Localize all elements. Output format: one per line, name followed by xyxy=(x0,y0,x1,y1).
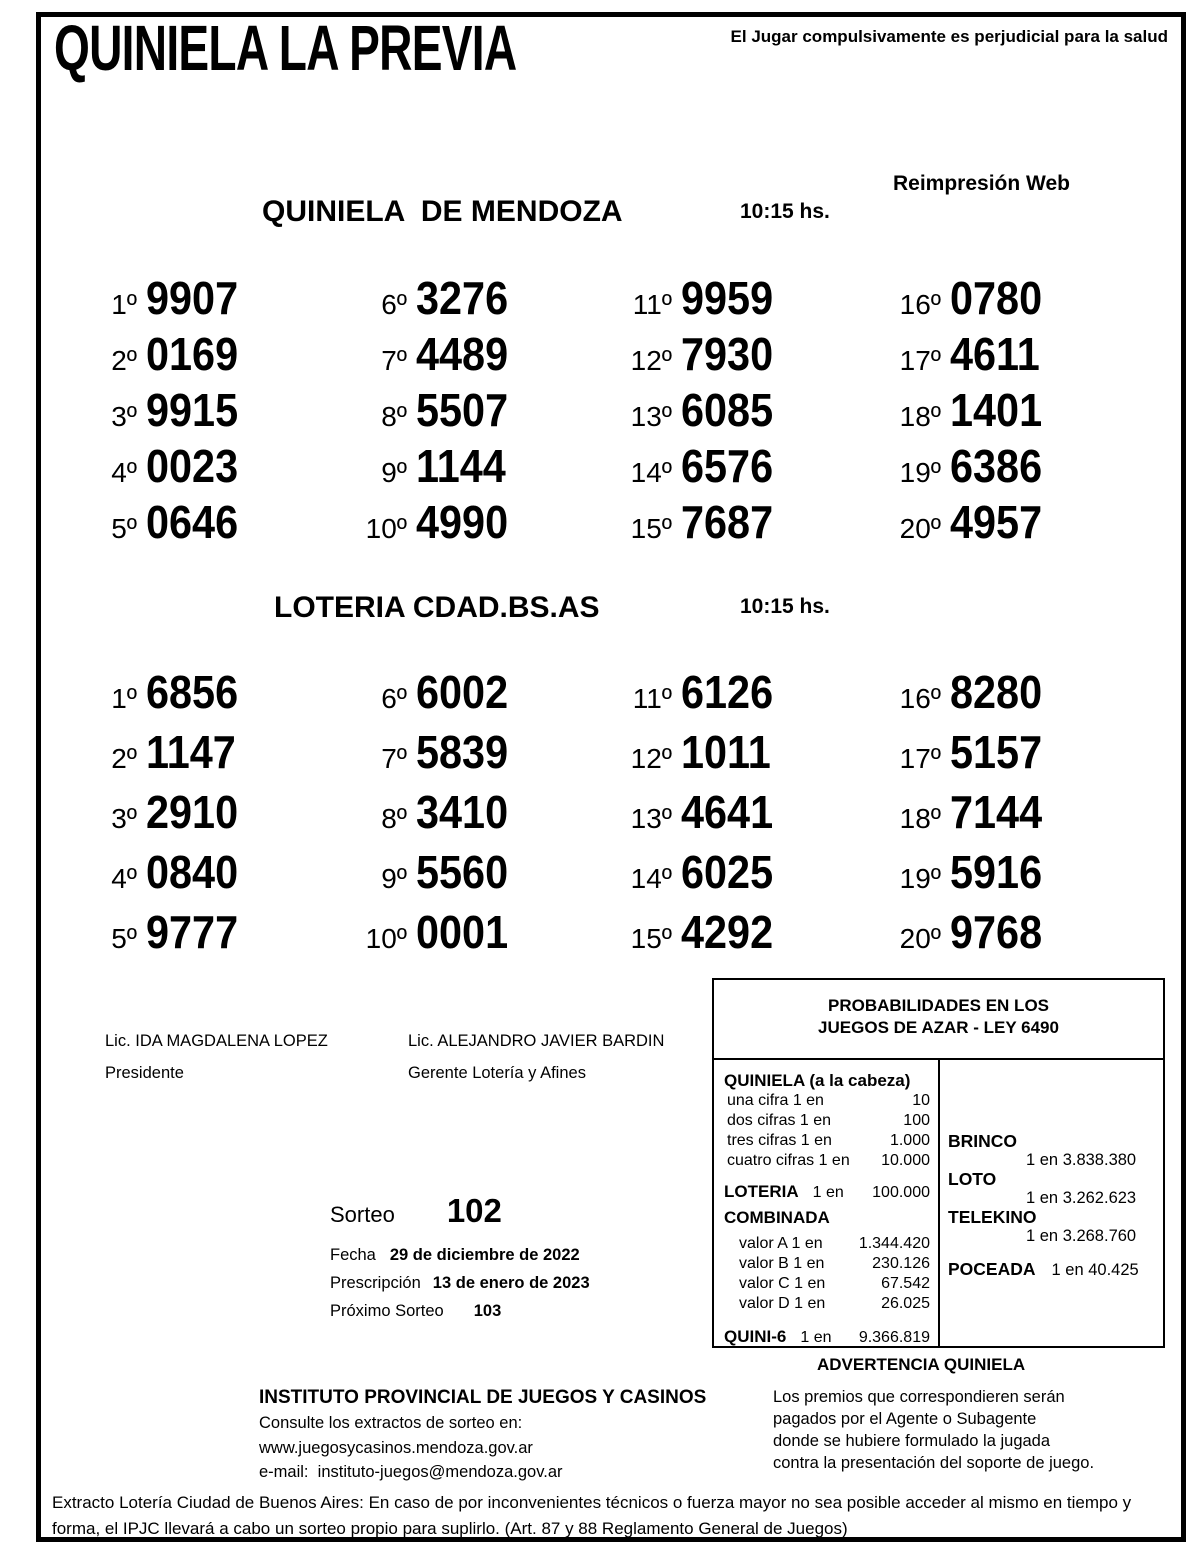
result-number: 5916 xyxy=(950,846,1043,898)
result-position: 17º xyxy=(899,743,941,774)
result-position: 17º xyxy=(899,345,941,376)
result-number: 0001 xyxy=(416,906,509,958)
official-role: Presidente xyxy=(105,1064,184,1082)
combinada-odds-rows xyxy=(724,1234,930,1314)
institute-block xyxy=(259,1385,706,1485)
result-row xyxy=(863,781,1200,841)
draw-number-label: Sorteo xyxy=(330,1202,395,1227)
game-name: TELEKINO xyxy=(948,1207,1037,1227)
probability-label: valor A 1 en xyxy=(739,1235,823,1252)
result-position: 8º xyxy=(381,803,407,834)
footer-note xyxy=(52,1490,1160,1542)
result-number: 9777 xyxy=(146,906,239,958)
draw-date-value: 29 de diciembre de 2022 xyxy=(389,1246,580,1264)
result-row xyxy=(863,493,1200,549)
probability-value: 230.126 xyxy=(872,1255,930,1272)
quini6-odds-row xyxy=(724,1326,930,1348)
result-number: 4641 xyxy=(681,786,774,838)
result-position: 14º xyxy=(630,863,672,894)
probabilities-title-line1: PROBABILIDADES EN LOS xyxy=(827,996,1050,1015)
probability-row xyxy=(724,1234,930,1254)
result-position: 7º xyxy=(381,345,407,376)
probabilities-left-column xyxy=(714,1060,940,1346)
draw-number-value: 102 xyxy=(446,1192,502,1229)
result-position: 9º xyxy=(381,863,407,894)
probability-label: cuatro cifras 1 en xyxy=(727,1152,850,1169)
result-position: 16º xyxy=(899,289,941,320)
footer-line2: forma, el IPJC llevará a cabo un sorteo propio para suplirlo. (Art. 87 y 88 Reglamento General de Juegos) xyxy=(52,1519,848,1538)
institute-title: INSTITUTO PROVINCIAL DE JUEGOS Y CASINOS xyxy=(259,1387,707,1408)
odds-value: 1 en 40.425 xyxy=(1051,1261,1139,1279)
result-position: 4º xyxy=(111,863,137,894)
results-column xyxy=(863,269,1200,549)
probability-label: valor C 1 en xyxy=(739,1275,826,1292)
quiniela-odds-header: QUINIELA (a la cabeza) xyxy=(724,1071,911,1090)
game-name: QUINI-6 xyxy=(724,1327,787,1346)
game-name: POCEADA xyxy=(948,1259,1036,1279)
probability-label: una cifra 1 en xyxy=(727,1092,824,1109)
odds-value: 1 en 3.262.623 xyxy=(1026,1189,1137,1207)
game-name: LOTO xyxy=(948,1169,997,1189)
result-position: 13º xyxy=(630,803,672,834)
odds-prefix: 1 en xyxy=(800,1329,832,1346)
result-number: 9959 xyxy=(681,272,774,324)
draw-time-mendoza: 10:15 hs. xyxy=(740,200,830,223)
result-position: 8º xyxy=(381,401,407,432)
result-position: 1º xyxy=(111,683,137,714)
result-position: 5º xyxy=(111,513,137,544)
probability-value: 67.542 xyxy=(881,1275,930,1292)
warning-line: pagados por el Agente o Subagente xyxy=(773,1410,1037,1428)
next-draw-value: 103 xyxy=(473,1302,502,1320)
result-number: 9915 xyxy=(146,384,239,436)
game-odds-block xyxy=(948,1170,1153,1208)
result-position: 15º xyxy=(630,513,672,544)
probability-label: tres cifras 1 en xyxy=(727,1132,832,1149)
result-number: 7144 xyxy=(950,786,1043,838)
warning-block xyxy=(770,1355,1186,1474)
probabilities-right-column xyxy=(940,1060,1163,1346)
draw-info-block xyxy=(330,1192,590,1322)
game-odds-block xyxy=(948,1260,1153,1280)
result-position: 3º xyxy=(111,803,137,834)
result-row xyxy=(863,381,1200,437)
result-position: 2º xyxy=(111,345,137,376)
result-position: 11º xyxy=(632,683,672,714)
result-number: 2910 xyxy=(146,786,239,838)
official-name: Lic. IDA MAGDALENA LOPEZ xyxy=(105,1032,328,1050)
warning-line: contra la presentación del soporte de juego. xyxy=(773,1454,1095,1472)
prescription-label: Prescripción xyxy=(330,1274,421,1292)
probability-label: dos cifras 1 en xyxy=(727,1112,832,1129)
institute-email: e-mail: instituto-juegos@mendoza.gov.ar xyxy=(259,1463,563,1481)
result-number: 5507 xyxy=(416,384,509,436)
probability-row xyxy=(724,1131,930,1151)
official-president xyxy=(105,1032,328,1083)
result-number: 4957 xyxy=(950,496,1043,548)
page-title: QUINIELA LA PREVIA xyxy=(54,12,517,84)
result-number: 3276 xyxy=(416,272,509,324)
official-manager xyxy=(408,1032,664,1083)
result-position: 5º xyxy=(111,923,137,954)
result-position: 15º xyxy=(630,923,672,954)
result-position: 9º xyxy=(381,457,407,488)
game-name: LOTERIA xyxy=(724,1182,799,1201)
result-number: 6856 xyxy=(146,666,239,718)
result-number: 1147 xyxy=(146,726,236,778)
result-position: 12º xyxy=(630,743,672,774)
odds-value: 100.000 xyxy=(872,1184,930,1201)
result-position: 18º xyxy=(899,401,941,432)
probability-value: 1.344.420 xyxy=(858,1235,930,1252)
result-number: 1011 xyxy=(681,726,771,778)
result-number: 1144 xyxy=(416,440,506,492)
warning-title: ADVERTENCIA QUINIELA xyxy=(817,1355,1026,1374)
result-position: 16º xyxy=(899,683,941,714)
result-position: 13º xyxy=(630,401,672,432)
odds-prefix: 1 en xyxy=(812,1184,844,1201)
result-number: 3410 xyxy=(416,786,509,838)
result-number: 4292 xyxy=(681,906,774,958)
results-grid-mendoza xyxy=(59,269,1169,569)
reprint-web-label: Reimpresión Web xyxy=(893,172,1070,195)
probabilities-title xyxy=(714,980,1163,1060)
game-odds-block xyxy=(948,1132,1153,1170)
result-position: 10º xyxy=(365,513,407,544)
result-position: 18º xyxy=(899,803,941,834)
probability-row xyxy=(724,1294,930,1314)
results-column xyxy=(863,661,1200,961)
result-number: 6025 xyxy=(681,846,774,898)
quiniela-odds-rows xyxy=(724,1091,930,1171)
odds-value: 9.366.819 xyxy=(858,1329,930,1346)
result-number: 5157 xyxy=(950,726,1043,778)
probability-label: valor D 1 en xyxy=(739,1295,826,1312)
result-number: 7687 xyxy=(681,496,774,548)
result-position: 20º xyxy=(899,513,941,544)
result-row xyxy=(863,721,1200,781)
probability-label: valor B 1 en xyxy=(739,1255,825,1272)
health-warning: El Jugar compulsivamente es perjudicial para la salud xyxy=(730,27,1168,46)
result-number: 6576 xyxy=(681,440,774,492)
warning-line: Los premios que correspondieren serán xyxy=(773,1388,1065,1406)
result-position: 1º xyxy=(111,289,137,320)
draw-time-bsas: 10:15 hs. xyxy=(740,595,830,618)
result-position: 6º xyxy=(381,683,407,714)
combinada-header: COMBINADA xyxy=(724,1208,830,1227)
game-name: BRINCO xyxy=(948,1131,1018,1151)
result-number: 6002 xyxy=(416,666,509,718)
probability-row xyxy=(724,1151,930,1171)
result-row xyxy=(863,325,1200,381)
draw-title-mendoza: QUINIELA DE MENDOZA xyxy=(262,195,623,228)
probability-row xyxy=(724,1091,930,1111)
probability-row xyxy=(724,1254,930,1274)
loteria-odds-row xyxy=(724,1181,930,1203)
institute-consult-line: Consulte los extractos de sorteo en: xyxy=(259,1414,523,1432)
result-position: 7º xyxy=(381,743,407,774)
probability-value: 100 xyxy=(903,1112,930,1129)
result-position: 4º xyxy=(111,457,137,488)
result-position: 6º xyxy=(381,289,407,320)
draw-title-bsas: LOTERIA CDAD.BS.AS xyxy=(274,591,600,624)
result-position: 19º xyxy=(899,863,941,894)
result-row xyxy=(863,269,1200,325)
result-number: 6126 xyxy=(681,666,774,718)
result-number: 6085 xyxy=(681,384,774,436)
result-number: 0840 xyxy=(146,846,239,898)
result-number: 1401 xyxy=(950,384,1043,436)
next-draw-label: Próximo Sorteo xyxy=(330,1302,444,1320)
odds-value: 1 en 3.268.760 xyxy=(1026,1227,1137,1245)
probability-value: 10 xyxy=(912,1092,930,1109)
draw-date-label: Fecha xyxy=(330,1246,376,1264)
game-odds-block xyxy=(948,1208,1153,1246)
results-grid-bsas xyxy=(59,661,1169,961)
probability-row xyxy=(724,1274,930,1294)
result-number: 7930 xyxy=(681,328,774,380)
probabilities-box xyxy=(712,978,1165,1348)
probability-value: 1.000 xyxy=(889,1132,930,1149)
official-role: Gerente Lotería y Afines xyxy=(408,1064,586,1082)
prescription-line xyxy=(330,1272,590,1294)
result-position: 2º xyxy=(111,743,137,774)
result-number: 9768 xyxy=(950,906,1043,958)
result-number: 4611 xyxy=(950,328,1040,380)
result-number: 5560 xyxy=(416,846,509,898)
result-number: 4990 xyxy=(416,496,509,548)
probability-value: 26.025 xyxy=(881,1295,930,1312)
result-row xyxy=(863,661,1200,721)
prescription-value: 13 de enero de 2023 xyxy=(432,1274,590,1292)
result-position: 11º xyxy=(632,289,672,320)
institute-website: www.juegosycasinos.mendoza.gov.ar xyxy=(259,1438,533,1457)
result-number: 6386 xyxy=(950,440,1043,492)
result-position: 3º xyxy=(111,401,137,432)
probabilities-title-line2: JUEGOS DE AZAR - LEY 6490 xyxy=(818,1018,1059,1037)
next-draw-line xyxy=(330,1300,590,1322)
official-name: Lic. ALEJANDRO JAVIER BARDIN xyxy=(408,1032,665,1050)
probability-row xyxy=(724,1111,930,1131)
odds-value: 1 en 3.838.380 xyxy=(1026,1151,1137,1169)
result-row xyxy=(863,437,1200,493)
result-number: 4489 xyxy=(416,328,509,380)
result-position: 10º xyxy=(365,923,407,954)
result-row xyxy=(863,901,1200,961)
draw-date-line xyxy=(330,1244,590,1266)
result-row xyxy=(863,841,1200,901)
result-number: 0646 xyxy=(146,496,239,548)
result-number: 8280 xyxy=(950,666,1043,718)
result-number: 0780 xyxy=(950,272,1043,324)
footer-line1: Extracto Lotería Ciudad de Buenos Aires: En caso de por inconvenientes técnicos o fuerza mayor no sea posible acceder al mismo en tiempo y xyxy=(52,1493,1132,1512)
result-position: 20º xyxy=(899,923,941,954)
result-number: 0023 xyxy=(146,440,239,492)
result-position: 14º xyxy=(630,457,672,488)
probability-value: 10.000 xyxy=(881,1152,930,1169)
draw-number-line xyxy=(330,1192,590,1232)
result-number: 0169 xyxy=(146,328,239,380)
result-position: 12º xyxy=(630,345,672,376)
probabilities-body xyxy=(714,1060,1163,1346)
result-number: 9907 xyxy=(146,272,239,324)
warning-line: donde se hubiere formulado la jugada xyxy=(773,1432,1051,1450)
result-number: 5839 xyxy=(416,726,509,778)
result-position: 19º xyxy=(899,457,941,488)
